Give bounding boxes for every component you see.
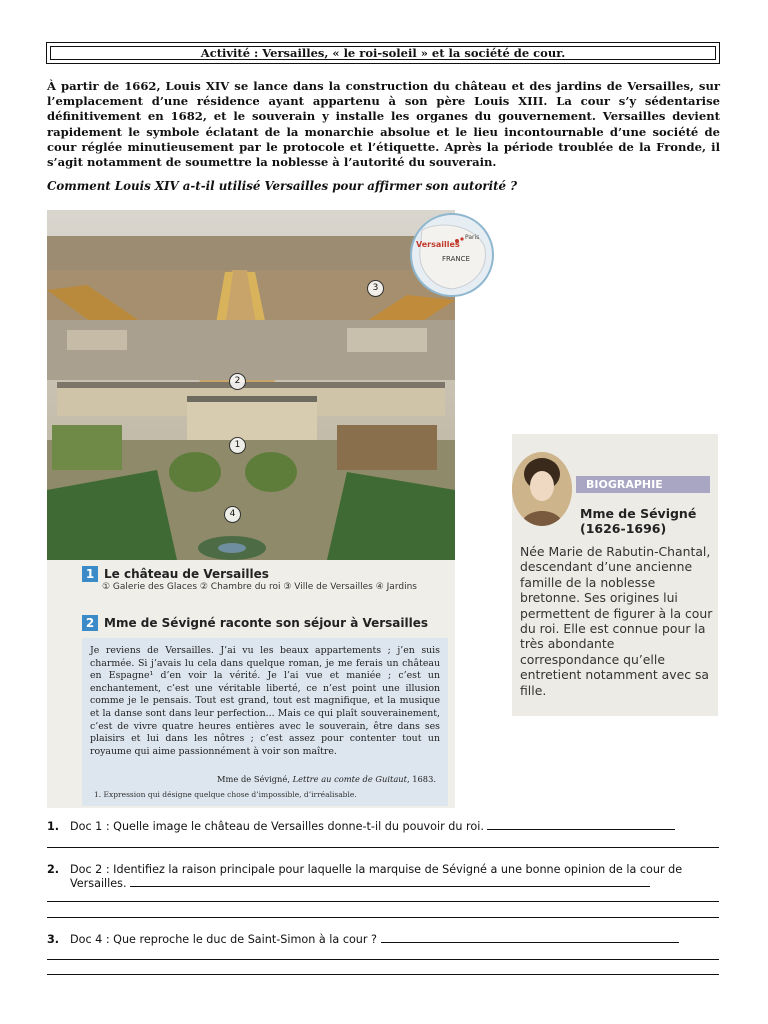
answer-line[interactable] — [47, 901, 719, 902]
question-3: 3. Doc 4 : Que reproche le duc de Saint-Simon à la cour ? — [47, 933, 720, 949]
map-capital-label: Paris — [465, 234, 480, 241]
doc2-number: 2 — [82, 615, 98, 631]
photo-marker-4: 4 — [224, 506, 241, 523]
photo-marker-2: 2 — [229, 373, 246, 390]
biography-text: Née Marie de Rabutin-Chantal, descendant d’une ancienne famille de la noblesse bretonne. Ses origines lui permettent de figurer à la cour du roi. Elle est connue pour la très abondante correspondance qu’elle entretient notamment avec sa fille. — [520, 544, 713, 698]
answer-line[interactable] — [47, 959, 719, 960]
versailles-aerial-photo — [47, 210, 455, 560]
question-1: 1. Doc 1 : Quelle image le château de Versailles donne-t-il du pouvoir du roi. — [47, 820, 720, 836]
intro-paragraph: À partir de 1662, Louis XIV se lance dans la construction du château et des jardins de Versailles, sur l’emplacement d’une résidence ayant appartenu à son père Louis XIII. La cour s’y sédentarise définitivement en 1682, et le souverain y installe les organes du gouvernement. Versailles devient rapidement le symbole éclatant de la monarchie absolue et le lieu incontournable d’une société de cour réglée minutieusement par le protocole et l’étiquette. Après la période troublée de la Fronde, il s’agit notamment de soumettre la noblesse à l’autorité du souverain. — [47, 79, 720, 170]
doc2-footnote: 1. Expression qui désigne quelque chose d’impossible, d’irréalisable. — [94, 790, 357, 799]
doc2-quote-box — [82, 638, 448, 806]
doc1-number: 1 — [82, 566, 98, 582]
biography-tag: BIOGRAPHIE — [576, 476, 710, 493]
answer-line[interactable] — [487, 820, 675, 830]
doc2-source: Mme de Sévigné, Lettre au comte de Guitaut, 1683. — [217, 774, 436, 784]
answer-line[interactable] — [47, 847, 719, 848]
photo-marker-3: 3 — [367, 280, 384, 297]
doc1-legend: ① Galerie des Glaces ② Chambre du roi ③ Ville de Versailles ④ Jardins — [102, 582, 417, 592]
answer-line[interactable] — [130, 877, 650, 887]
photo-marker-1: 1 — [229, 437, 246, 454]
doc1-title: Le château de Versailles — [104, 567, 269, 581]
location-map — [410, 213, 494, 297]
sevigne-portrait — [512, 452, 572, 526]
map-country-label: FRANCE — [442, 255, 470, 263]
question-2-text: Doc 2 : Identifiez la raison principale pour laquelle la marquise de Sévigné a une bonne opinion de la cour de Versailles. — [70, 863, 683, 890]
doc2-title: Mme de Sévigné raconte son séjour à Versailles — [104, 616, 429, 630]
biography-card — [512, 434, 718, 716]
biography-name: Mme de Sévigné (1626-1696) — [580, 506, 697, 536]
answer-line[interactable] — [381, 933, 679, 943]
answer-line[interactable] — [47, 974, 719, 975]
textbook-panel — [47, 560, 455, 808]
question-2: 2. Doc 2 : Identifiez la raison principale pour laquelle la marquise de Sévigné a une bonne opinion de la cour de Versailles. — [47, 863, 683, 890]
answer-line[interactable] — [47, 917, 719, 918]
question-3-text: Doc 4 : Que reproche le duc de Saint-Simon à la cour ? — [70, 933, 377, 946]
map-city-label: Versailles — [416, 240, 460, 249]
page-title: Activité : Versailles, « le roi-soleil » et la société de cour. — [50, 46, 716, 60]
doc2-quote: Je reviens de Versailles. J’ai vu les beaux appartements ; j’en suis charmée. Si j’avais lu cela dans quelque roman, je me ferais un château en Espagne¹ d’en voir la vérité. Je l’ai vue et maniée ; c’est un enchantement, c’est une véritable liberté, ce n’est point une illusion comme je le pensais. Tout est grand, tout est magnifique, et la musique et la danse sont dans leur perfection... Mais ce qui plaît souverainement, c’est de vivre quatre heures entières avec le souverain, être dans ses plaisirs et lui dans les nôtres ; c’est assez pour contenter tout un royaume qui aime passionnément à voir son maître. — [90, 645, 440, 757]
question-1-text: Doc 1 : Quelle image le château de Versailles donne-t-il du pouvoir du roi. — [70, 820, 484, 833]
problem-question: Comment Louis XIV a-t-il utilisé Versailles pour affirmer son autorité ? — [47, 179, 518, 193]
title-frame — [46, 42, 720, 64]
